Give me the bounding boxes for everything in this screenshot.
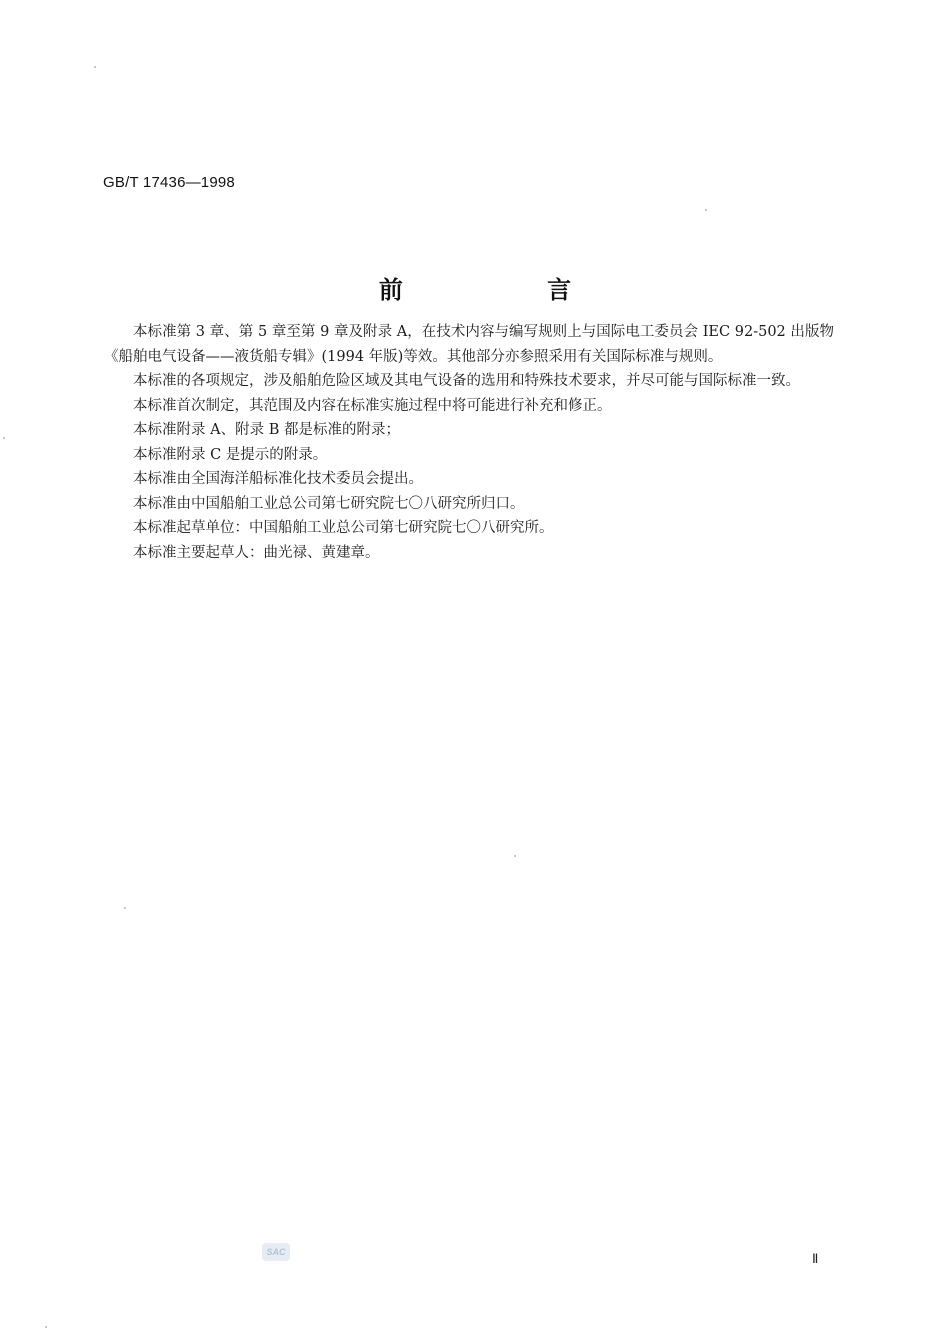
scan-speck <box>94 66 96 68</box>
paragraph: 本标准由全国海洋船标准化技术委员会提出。 <box>133 471 423 487</box>
paragraph: 本标准由中国船舶工业总公司第七研究院七〇八研究所归口。 <box>133 495 525 512</box>
scan-speck <box>45 1326 47 1328</box>
paragraph: 本标准的各项规定，涉及船舶危险区域及其电气设备的选用和特殊技术要求，并尽可能与国际标准一致。 <box>133 373 800 389</box>
scan-speck <box>705 209 707 211</box>
paragraph: 本标准附录 C 是提示的附录。 <box>133 446 328 463</box>
page-title: 前 言 <box>378 276 640 304</box>
sac-logo-watermark: SAC <box>262 1243 290 1261</box>
standard-number: GB/T 17436—1998 <box>103 174 235 191</box>
paragraph: 本标准附录 A、附录 B 都是标准的附录； <box>133 422 400 438</box>
paragraph: 本标准起草单位：中国船舶工业总公司第七研究院七〇八研究所。 <box>133 520 554 536</box>
scan-speck <box>514 855 516 857</box>
paragraph: 本标准首次制定，其范围及内容在标准实施过程中将可能进行补充和修正。 <box>133 397 612 414</box>
scan-speck <box>124 907 126 909</box>
page-number: Ⅱ <box>812 1251 819 1266</box>
paragraph: 本标准主要起草人：曲光禄、黄建章。 <box>133 544 380 561</box>
paragraph: 本标准第 3 章、第 5 章至第 9 章及附录 A，在技术内容与编写规则上与国际电工委员会 IEC 92-502 出版物《船舶电气设备——液货船专辑》(1994 年版)等效。其他部分亦参照采用有关国际标准与规则。 <box>104 324 834 365</box>
scan-speck <box>3 437 5 439</box>
preface-body <box>104 320 834 565</box>
